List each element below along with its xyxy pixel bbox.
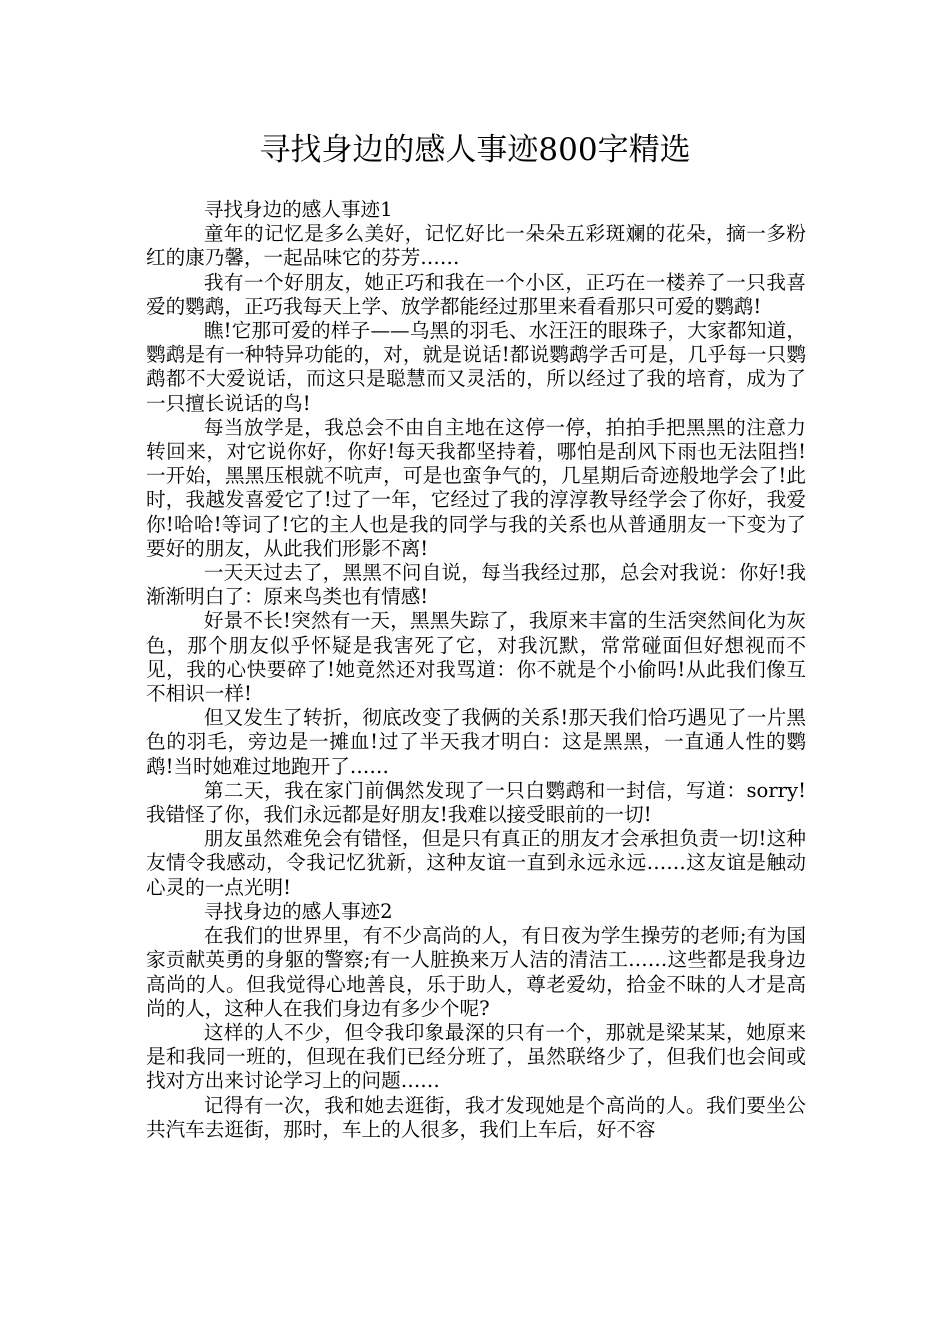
paragraph: 记得有一次，我和她去逛街，我才发现她是个高尚的人。我们要坐公共汽车去逛街，那时，车上的人很多，我们上车后，好不容 <box>146 1093 806 1141</box>
document-title: 寻找身边的感人事迹800字精选 <box>259 132 691 168</box>
section-heading-1: 寻找身边的感人事迹1 <box>203 198 393 221</box>
document-body <box>146 198 806 1142</box>
paragraph: 每当放学是，我总会不由自主地在这停一停，拍拍手把黑黑的注意力转回来，对它说你好，你好!每天我都坚持着，哪怕是刮风下雨也无法阻挡!一开始，黑黑压根就不吭声，可是也蛮争气的，几星期后奇迹般地学会了!此时，我越发喜爱它了!过了一年，它经过了我的淳淳教导经学会了你好，我爱你!哈哈!等词了!它的主人也是我的同学与我的关系也从普通朋友一下变为了要好的朋友，从此我们形影不离! <box>146 415 806 560</box>
paragraph: 童年的记忆是多么美好，记忆好比一朵朵五彩斑斓的花朵，摘一多粉红的康乃馨，一起品味它的芬芳…… <box>146 222 806 270</box>
paragraph: 朋友虽然难免会有错怪，但是只有真正的朋友才会承担负责一切!这种友情令我感动，令我记忆犹新，这种友谊一直到永远永远……这友谊是触动心灵的一点光明! <box>146 827 806 899</box>
paragraph: 第二天，我在家门前偶然发现了一只白鹦鹉和一封信，写道：sorry!我错怪了你，我们永远都是好朋友!我难以接受眼前的一切! <box>146 778 806 827</box>
paragraph: 这样的人不少，但令我印象最深的只有一个，那就是梁某某，她原来是和我同一班的，但现在我们已经分班了，虽然联络少了，但我们也会间或找对方出来讨论学习上的问题…… <box>146 1020 806 1093</box>
paragraph: 一天天过去了，黑黑不问自说，每当我经过那，总会对我说：你好!我渐渐明白了：原来鸟类也有情感! <box>146 561 806 609</box>
paragraph: 好景不长!突然有一天，黑黑失踪了，我原来丰富的生活突然间化为灰色，那个朋友似乎怀疑是我害死了它，对我沉默，常常碰面但好想视而不见，我的心快要碎了!她竟然还对我骂道：你不就是个小偷吗!从此我们像互不相识一样! <box>146 609 806 706</box>
section-heading-2: 寻找身边的感人事迹2 <box>203 899 393 923</box>
paragraph: 但又发生了转折，彻底改变了我俩的关系!那天我们恰巧遇见了一片黑色的羽毛，旁边是一摊血!过了半天我才明白：这是黑黑，一直通人性的鹦鹉!当时她难过地跑开了…… <box>146 706 806 778</box>
paragraph: 在我们的世界里，有不少高尚的人，有日夜为学生操劳的老师;有为国家贡献英勇的身躯的警察;有一人脏换来万人洁的清洁工……这些都是我身边高尚的人。但我觉得心地善良，乐于助人，尊老爱幼，拾金不昧的人才是高尚的人，这种人在我们身边有多少个呢? <box>146 924 806 1020</box>
paragraph: 瞧!它那可爱的样子——乌黑的羽毛、水汪汪的眼珠子，大家都知道，鹦鹉是有一种特异功能的，对，就是说话!都说鹦鹉学舌可是，几乎每一只鹦鹉都不大爱说话，而这只是聪慧而又灵活的，所以经过了我的培育，成为了一只擅长说话的鸟! <box>146 319 806 415</box>
paragraph: 我有一个好朋友，她正巧和我在一个小区，正巧在一楼养了一只我喜爱的鹦鹉，正巧我每天上学、放学都能经过那里来看看那只可爱的鹦鹉! <box>146 270 806 318</box>
